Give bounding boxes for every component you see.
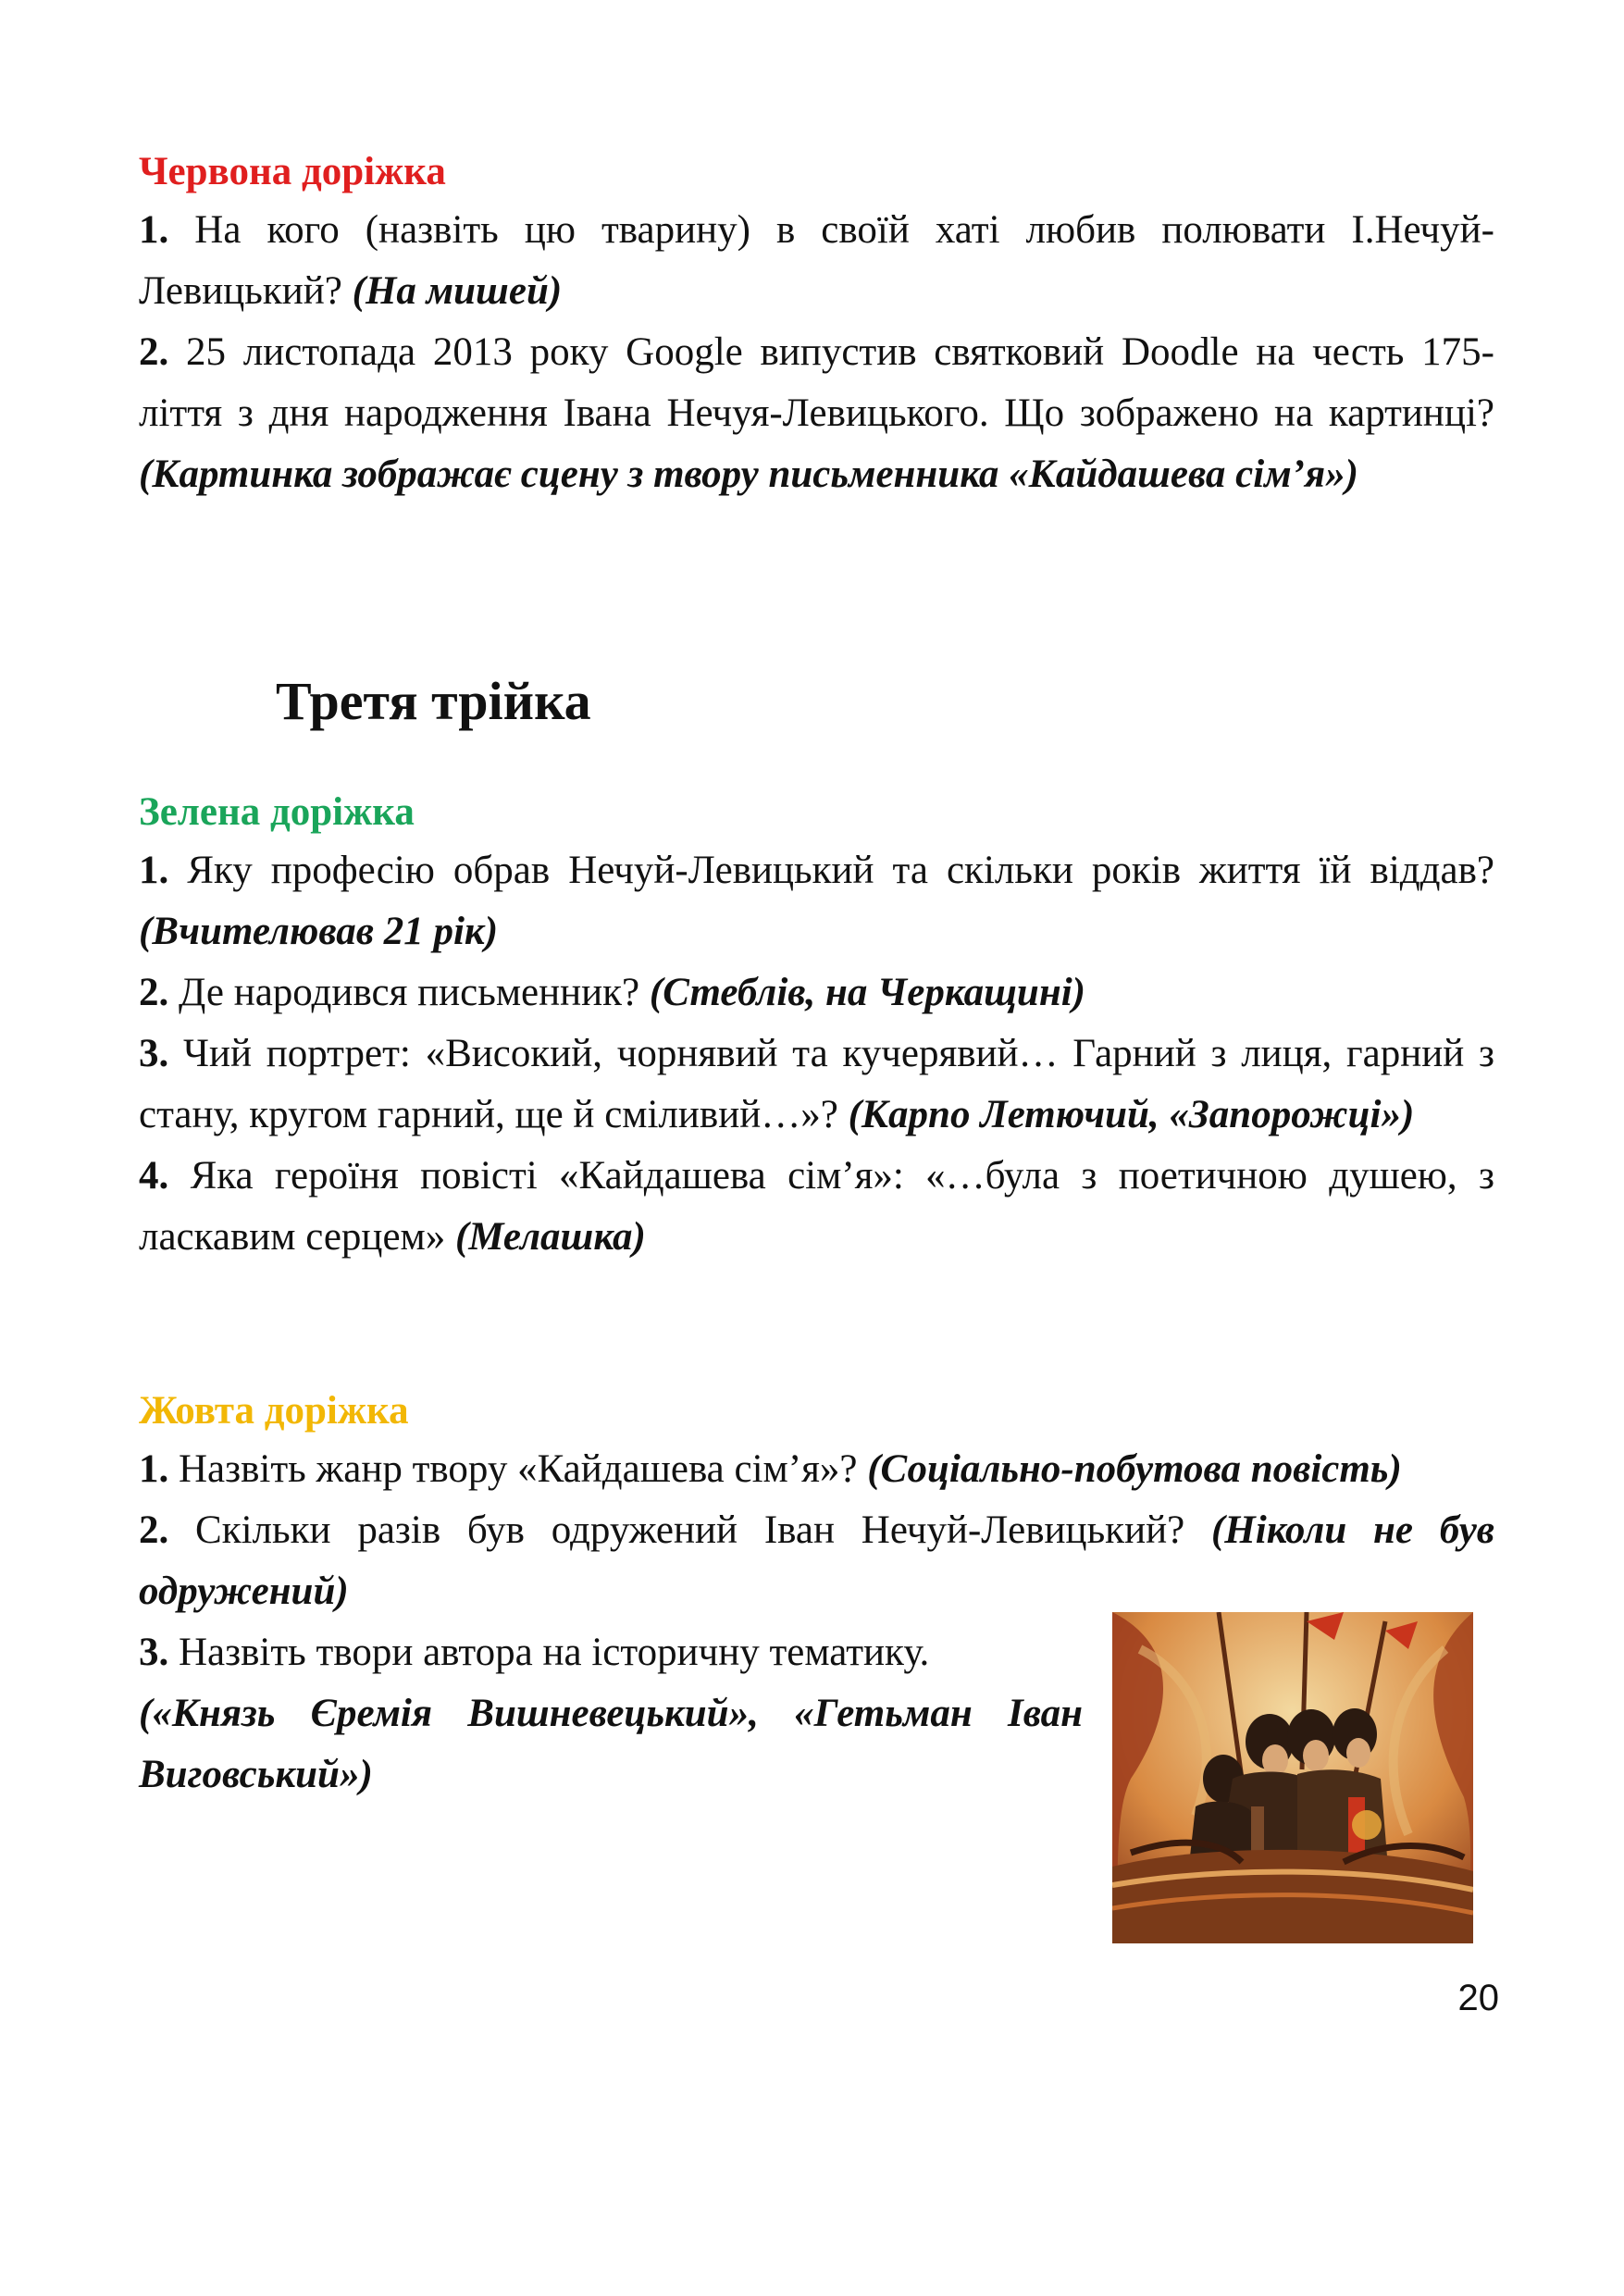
question-number: 4.	[139, 1154, 169, 1198]
question-answer: (На мишей)	[352, 269, 563, 313]
question-text: Яку професію обрав Нечуй-Левицький та скільки років життя їй віддав?	[168, 849, 1494, 892]
green-question-1	[139, 840, 1494, 962]
question-number: 3.	[139, 1032, 169, 1075]
question-answer: («Князь Єремія Вишневецький», «Гетьман Іван Виговський»)	[139, 1692, 1083, 1796]
question-text: Назвіть жанр твору «Кайдашева сім’я»?	[168, 1447, 868, 1491]
green-question-3	[139, 1024, 1494, 1146]
question-number: 2.	[139, 1508, 169, 1552]
question-text: 25 листопада 2013 року Google випустив святковий Doodle на честь 175-ліття з дня народження Івана Нечуя-Левицького. Що зображено на картинці?	[139, 330, 1494, 435]
yellow-question-3-wrap	[139, 1622, 1083, 1806]
question-number: 3.	[139, 1631, 169, 1674]
question-answer: (Мелашка)	[454, 1215, 646, 1259]
question-text: Назвіть твори автора на історичну тематику.	[168, 1631, 930, 1674]
cossacks-boat-painting-icon	[1112, 1612, 1473, 1943]
red-track-heading: Червона доріжка	[139, 150, 446, 193]
question-answer: (Ніколи не був одружений)	[139, 1508, 1494, 1613]
page-number: 20	[1457, 1978, 1499, 2018]
question-number: 1.	[139, 849, 169, 892]
red-question-2	[139, 322, 1494, 505]
question-number: 2.	[139, 330, 169, 374]
question-text: Де народився письменник?	[168, 971, 650, 1014]
question-answer: (Вчителював 21 рік)	[139, 910, 499, 953]
question-answer: (Стеблів, на Черкащині)	[649, 971, 1085, 1014]
question-text: Скільки разів був одружений Іван Нечуй-Левицький?	[168, 1508, 1211, 1552]
question-text: Чий портрет: «Високий, чорнявий та кучерявий… Гарний з лиця, гарний з стану, кругом гарний, ще й сміливий…»?	[139, 1032, 1494, 1136]
question-answer: (Соціально-побутова повість)	[867, 1447, 1402, 1491]
question-answer: (Карпо Летючий, «Запорожці»)	[848, 1093, 1415, 1136]
question-number: 2.	[139, 971, 169, 1014]
yellow-question-3-answer	[139, 1683, 1083, 1806]
green-track-section	[139, 787, 1494, 1268]
yellow-question-3	[139, 1622, 1083, 1683]
green-question-2	[139, 962, 1494, 1024]
yellow-question-1	[139, 1439, 1494, 1500]
question-text: Яка героїня повісті «Кайдашева сім’я»: «…була з поетичною душею, з ласкавим серцем»	[139, 1154, 1494, 1259]
question-number: 1.	[139, 208, 169, 252]
red-track-section	[139, 146, 1494, 505]
red-question-1	[139, 200, 1494, 322]
green-question-4	[139, 1146, 1494, 1268]
section-title: Третя трійка	[276, 671, 591, 731]
question-text: На кого (назвіть цю тварину) в своїй хаті любив полювати І.Нечуй-Левицький?	[139, 208, 1494, 313]
question-answer: (Картинка зображає сцену з твору письменника «Кайдашева сім’я»)	[139, 453, 1358, 496]
yellow-track-heading: Жовта доріжка	[139, 1389, 409, 1433]
green-track-heading: Зелена доріжка	[139, 790, 415, 834]
yellow-question-2	[139, 1500, 1494, 1622]
question-number: 1.	[139, 1447, 169, 1491]
